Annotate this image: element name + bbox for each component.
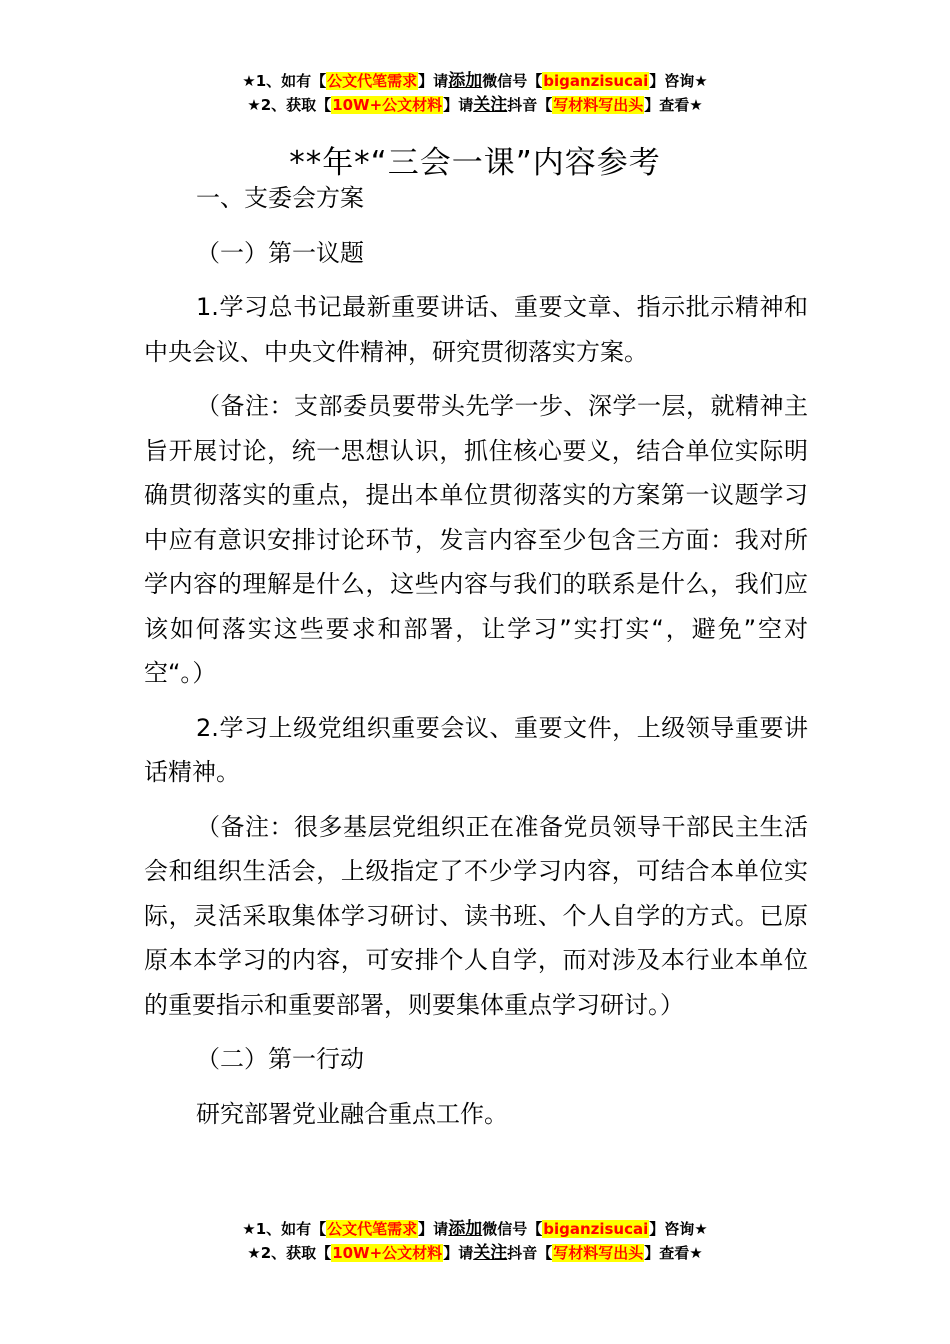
banner-text: ★1、如有【 — [242, 72, 327, 90]
banner-text: 抖音【 — [507, 96, 553, 114]
banner-highlight: biganzisucai — [543, 72, 649, 90]
body-paragraph: 研究部署党业融合重点工作。 — [196, 1099, 508, 1128]
banner-emphasis: 关注 — [473, 1243, 508, 1263]
banner-highlight: 10W+公文材料 — [332, 1244, 443, 1262]
banner-highlight: 公文代笔需求 — [327, 72, 418, 90]
banner-emphasis: 关注 — [473, 95, 508, 115]
banner-text: 】请 — [418, 1220, 449, 1238]
banner-text: 】请 — [418, 72, 449, 90]
banner-text: 】请 — [443, 1244, 474, 1262]
banner-text: 】查看★ — [644, 96, 703, 114]
body-paragraph: 2.学习上级党组织重要会议、重要文件，上级领导重要讲话精神。 — [144, 713, 808, 786]
banner-text: 】查看★ — [644, 1244, 703, 1262]
banner-text: ★1、如有【 — [242, 1220, 327, 1238]
banner-highlight: 公文代笔需求 — [327, 1220, 418, 1238]
banner-text: 】咨询★ — [649, 1220, 708, 1238]
body-paragraph: 1.学习总书记最新重要讲话、重要文章、指示批示精神和中央会议、中央文件精神，研究贯彻落实方案。 — [144, 293, 808, 366]
banner-line-2 — [0, 94, 950, 118]
banner-highlight: biganzisucai — [543, 1220, 649, 1238]
banner-text: 】咨询★ — [649, 72, 708, 90]
banner-text: ★2、获取【 — [247, 1244, 332, 1262]
subsection-heading: （一）第一议题 — [196, 238, 364, 267]
banner-text: 微信号【 — [482, 72, 543, 90]
document-body — [144, 176, 808, 1136]
section-heading: 一、支委会方案 — [196, 184, 364, 212]
banner-line-2 — [0, 1242, 950, 1266]
document-title: **年*“三会一课”内容参考 — [289, 144, 661, 181]
banner-text: ★2、获取【 — [247, 96, 332, 114]
banner-emphasis: 添加 — [448, 1219, 483, 1239]
banner-highlight: 10W+公文材料 — [332, 96, 443, 114]
banner-highlight: 写材料写出头 — [553, 96, 644, 114]
banner-text: 】请 — [443, 96, 474, 114]
banner-text: 微信号【 — [482, 1220, 543, 1238]
note-paragraph: （备注：很多基层党组织正在准备党员领导干部民主生活会和组织生活会，上级指定了不少学习内容，可结合本单位实际，灵活采取集体学习研讨、读书班、个人自学的方式。已原原本本学习的内容，可安排个人自学，而对涉及本行业本单位的重要指示和重要部署，则要集体重点学习研讨。） — [144, 812, 808, 1019]
subsection-heading: （二）第一行动 — [196, 1045, 364, 1073]
banner-text: 抖音【 — [507, 1244, 553, 1262]
top-banner — [0, 70, 950, 118]
banner-emphasis: 添加 — [448, 71, 483, 91]
banner-highlight: 写材料写出头 — [553, 1244, 644, 1262]
banner-line-1 — [0, 1218, 950, 1242]
banner-line-1 — [0, 70, 950, 94]
note-paragraph: （备注：支部委员要带头先学一步、深学一层，就精神主旨开展讨论，统一思想认识，抓住核心要义，结合单位实际明确贯彻落实的重点，提出本单位贯彻落实的方案第一议题学习中应有意识安排讨论环节，发言内容至少包含三方面：我对所学内容的理解是什么，这些内容与我们的联系是什么，我们应该如何落实这些要求和部署，让学习”实打实“，避免”空对空“。） — [144, 392, 808, 687]
bottom-banner — [0, 1218, 950, 1266]
